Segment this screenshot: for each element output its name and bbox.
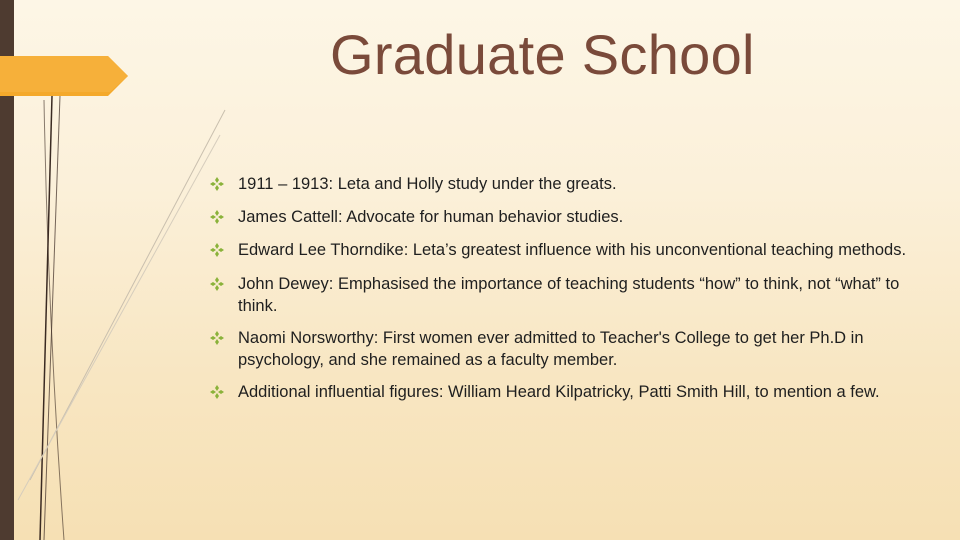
bullet-text: James Cattell: Advocate for human behavior studies. [238, 208, 624, 226]
bullet-text: Additional influential figures: William Heard Kilpatricky, Patti Smith Hill, to mention a few. [238, 383, 880, 401]
bullet-text: John Dewey: Emphasised the importance of teaching students “how” to think, not “what” to think. [238, 275, 900, 315]
orange-arrow-accent [0, 56, 128, 96]
bullet-list [210, 173, 910, 405]
bullet-item [210, 239, 910, 263]
bullet-item [210, 206, 910, 230]
four-diamond-bullet-icon [210, 381, 238, 405]
bullet-item [210, 273, 910, 317]
four-diamond-bullet-icon [210, 239, 238, 263]
four-diamond-bullet-icon [210, 327, 238, 351]
four-diamond-bullet-icon [210, 173, 238, 197]
bullet-text: Edward Lee Thorndike: Leta’s greatest influence with his unconventional teaching methods. [238, 241, 907, 259]
bullet-item [210, 173, 910, 197]
bullet-text: Naomi Norsworthy: First women ever admitted to Teacher's College to get her Ph.D in psychology, and she remained as a faculty member. [238, 329, 864, 369]
four-diamond-bullet-icon [210, 273, 238, 297]
slide-title: Graduate School [330, 23, 755, 86]
bullet-item [210, 327, 910, 371]
bullet-text: 1911 – 1913: Leta and Holly study under the greats. [238, 175, 617, 193]
four-diamond-bullet-icon [210, 206, 238, 230]
bullet-item [210, 381, 910, 405]
